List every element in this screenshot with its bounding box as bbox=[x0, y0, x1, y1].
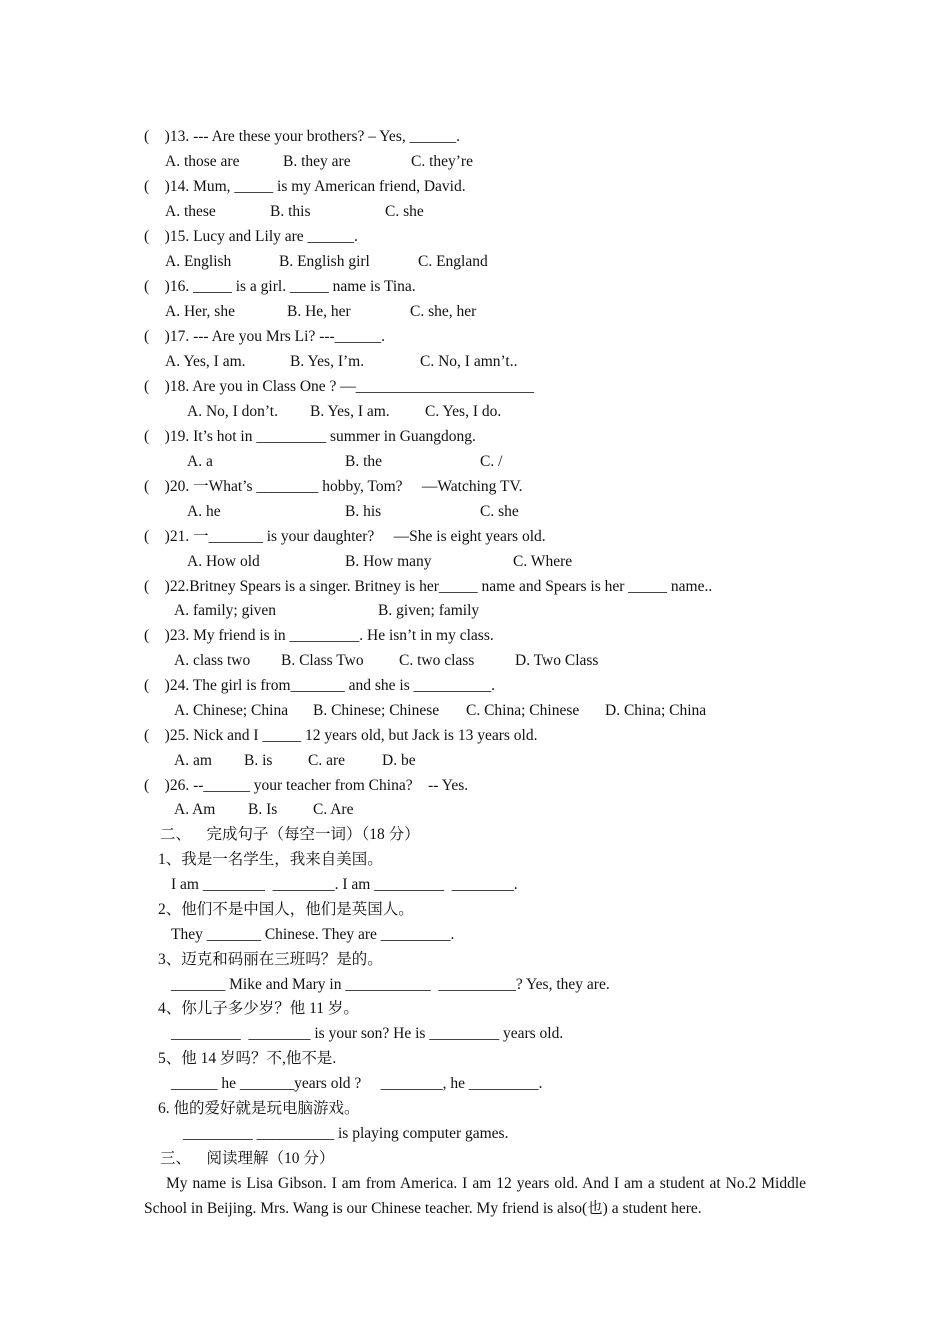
option: B. Yes, I’m. bbox=[290, 353, 365, 370]
option: B. the bbox=[345, 453, 383, 470]
option: B. Chinese; Chinese bbox=[313, 702, 440, 719]
option: A. class two bbox=[174, 652, 251, 669]
option: A. Chinese; China bbox=[174, 702, 289, 719]
question-22: ( )22.Britney Spears is a singer. Britney is her_____ name and Spears is her _____ name.. bbox=[144, 578, 713, 595]
option: A. Her, she bbox=[165, 303, 235, 320]
option: C. Yes, I do. bbox=[425, 403, 502, 420]
question-17: ( )17. --- Are you Mrs Li? ---______. bbox=[144, 328, 386, 345]
option: C. she bbox=[385, 203, 424, 220]
option: B. given; family bbox=[378, 602, 480, 619]
option: A. No, I don’t. bbox=[187, 403, 278, 420]
sentence-prompt: 3、迈克和码丽在三班吗？是的。 bbox=[158, 951, 383, 968]
option: C. China; Chinese bbox=[466, 702, 580, 719]
option: A. Am bbox=[174, 801, 216, 818]
sentence-answer: _________ __________ is playing computer games. bbox=[183, 1125, 509, 1142]
question-19: ( )19. It’s hot in _________ summer in Guangdong. bbox=[144, 428, 476, 445]
option: D. Two Class bbox=[515, 652, 599, 669]
option: C. Are bbox=[313, 801, 354, 818]
option: C. / bbox=[480, 453, 503, 470]
option: B. Is bbox=[248, 801, 278, 818]
option: A. Yes, I am. bbox=[165, 353, 246, 370]
question-16: ( )16. _____ is a girl. _____ name is Tina. bbox=[144, 278, 416, 295]
option: B. this bbox=[270, 203, 311, 220]
option: C. she, her bbox=[410, 303, 477, 320]
option: A. English bbox=[165, 253, 232, 270]
sentence-answer: _______ Mike and Mary in ___________ __________? Yes, they are. bbox=[171, 976, 610, 993]
sentence-answer: They _______ Chinese. They are _________. bbox=[171, 926, 455, 943]
sentence-answer: _________ ________ is your son? He is _________ years old. bbox=[171, 1025, 564, 1042]
option: B. How many bbox=[345, 553, 432, 570]
option: B. Yes, I am. bbox=[310, 403, 390, 420]
option: C. England bbox=[418, 253, 488, 270]
option: C. two class bbox=[399, 652, 475, 669]
section-heading: 二、 完成句子（每空一词）（18 分） bbox=[160, 826, 420, 843]
option: A. these bbox=[165, 203, 216, 220]
question-26: ( )26. --______ your teacher from China? -- Yes. bbox=[144, 777, 469, 794]
question-14: ( )14. Mum, _____ is my American friend, David. bbox=[144, 178, 466, 195]
sentence-answer: I am ________ ________. I am _________ ________. bbox=[171, 876, 518, 893]
option: A. those are bbox=[165, 153, 240, 170]
option: B. is bbox=[244, 752, 273, 769]
option: B. Class Two bbox=[281, 652, 364, 669]
question-13: ( )13. --- Are these your brothers? – Yes, ______. bbox=[144, 128, 460, 145]
question-18: ( )18. Are you in Class One ? —_______________________ bbox=[144, 378, 535, 395]
question-25: ( )25. Nick and I _____ 12 years old, but Jack is 13 years old. bbox=[144, 727, 538, 744]
option: B. English girl bbox=[279, 253, 370, 270]
question-20: ( )20. 一What’s ________ hobby, Tom? —Watching TV. bbox=[144, 478, 523, 495]
option: B. He, her bbox=[287, 303, 351, 320]
reading-passage: My name is Lisa Gibson. I am from America. I am 12 years old. And I am a student at No.2 Middle School in Beijing. Mrs. Wang is our Chinese teacher. My friend is also(也) a student here. bbox=[144, 1175, 806, 1217]
option: A. he bbox=[187, 503, 221, 520]
sentence-prompt: 4、你儿子多少岁？他 11 岁。 bbox=[158, 1000, 359, 1017]
question-21: ( )21. 一_______ is your daughter? —She is eight years old. bbox=[144, 528, 546, 545]
option: A. a bbox=[187, 453, 213, 470]
question-24: ( )24. The girl is from_______ and she is __________. bbox=[144, 677, 496, 694]
option: C. Where bbox=[513, 553, 573, 570]
sentence-prompt: 1、我是一名学生，我来自美国。 bbox=[158, 851, 383, 868]
option: C. are bbox=[308, 752, 346, 769]
option: A. am bbox=[174, 752, 212, 769]
sentence-prompt: 5、他 14 岁吗？不,他不是. bbox=[158, 1050, 337, 1067]
sentence-answer: ______ he _______years old ? ________, he _________. bbox=[171, 1075, 543, 1092]
option: A. family; given bbox=[174, 602, 277, 619]
option: B. they are bbox=[283, 153, 351, 170]
section-heading: 三、 阅读理解（10 分） bbox=[160, 1150, 335, 1167]
question-15: ( )15. Lucy and Lily are ______. bbox=[144, 228, 358, 245]
sentence-prompt: 6. 他的爱好就是玩电脑游戏。 bbox=[158, 1100, 360, 1117]
option: D. be bbox=[382, 752, 416, 769]
option: C. she bbox=[480, 503, 519, 520]
option: C. they’re bbox=[411, 153, 473, 170]
option: A. How old bbox=[187, 553, 260, 570]
question-23: ( )23. My friend is in _________. He isn’t in my class. bbox=[144, 627, 494, 644]
sentence-prompt: 2、他们不是中国人，他们是英国人。 bbox=[158, 901, 414, 918]
option: B. his bbox=[345, 503, 382, 520]
option: C. No, I amn’t.. bbox=[420, 353, 518, 370]
option: D. China; China bbox=[605, 702, 707, 719]
